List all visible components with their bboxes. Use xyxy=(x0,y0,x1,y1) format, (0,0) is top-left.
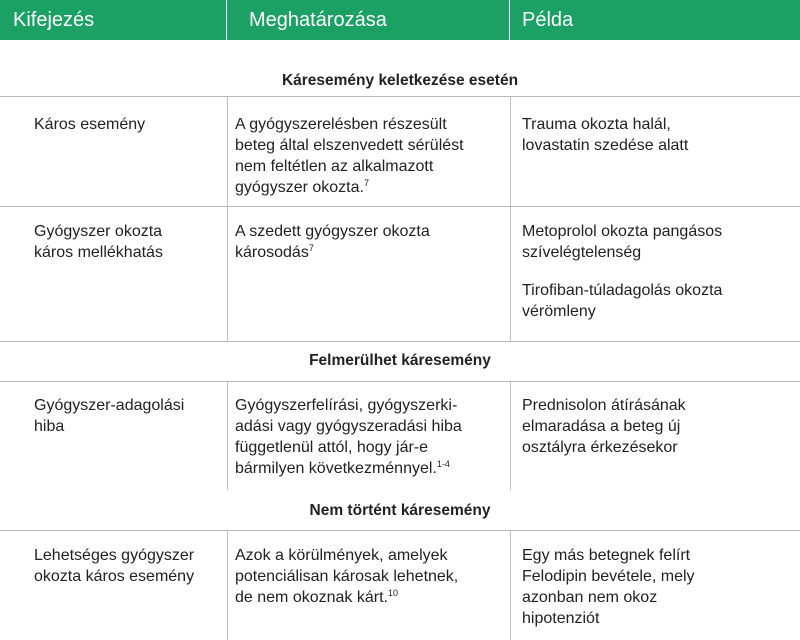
example-cell: Prednisolon átírásának elmaradása a beteg új osztályra érkezésekor xyxy=(522,397,686,456)
header-example: Példa xyxy=(522,9,574,31)
definition-cell: Azok a körülmények, amelyek potenciálisan károsak lehetnek, de nem okoznak kárt.$^{10}$ xyxy=(235,547,459,606)
column-divider xyxy=(510,97,511,206)
reference-mark: 1-4 xyxy=(436,459,450,469)
header-definition: Meghatározása xyxy=(227,0,510,40)
section-title: Káresemény keletkezése esetén xyxy=(281,72,519,89)
column-divider xyxy=(227,531,228,640)
table-header xyxy=(0,0,800,40)
definition-cell: Gyógyszerfelírási, gyógyszerki- adási vagy gyógyszeradási hiba függetlenül attól, hogy jár-e bármilyen következménnyel.$^{1-4}$ xyxy=(235,397,462,477)
term-cell: Lehetséges gyógyszer okozta káros esemény xyxy=(34,547,195,585)
column-divider xyxy=(227,97,228,206)
term-cell: Káros esemény xyxy=(34,116,146,133)
definition-cell: A gyógyszerelésben részesült beteg által elszenvedett sérülést nem feltétlen az alkalmazott gyógyszer okozta.$^7$ xyxy=(235,116,464,196)
reference-mark: 7 xyxy=(363,178,369,188)
section-title: Felmerülhet káresemény xyxy=(309,352,491,369)
column-divider xyxy=(510,382,511,490)
divider xyxy=(0,530,800,531)
column-divider xyxy=(510,531,511,640)
reference-mark: 10 xyxy=(387,588,398,598)
definition-cell: A szedett gyógyszer okozta károsodás$^7$ xyxy=(235,223,430,261)
term-cell: Gyógyszer-adagolási hiba xyxy=(34,397,185,435)
section-title: Nem történt káresemény xyxy=(309,502,491,519)
example-cell: Metoprolol okozta pangásos szívelégtelenség Tirofiban-túladagolás okozta vérömleny xyxy=(522,223,723,320)
column-divider xyxy=(510,207,511,341)
reference-mark: 7 xyxy=(308,243,314,253)
column-divider xyxy=(227,382,228,490)
example-cell: Trauma okozta halál, lovastatin szedése alatt xyxy=(522,116,689,154)
column-divider xyxy=(227,207,228,341)
example-cell: Egy más betegnek felírt Felodipin bevétele, mely azonban nem okoz hipotenziót xyxy=(522,547,695,627)
divider xyxy=(0,206,800,207)
divider xyxy=(0,96,800,97)
divider xyxy=(0,381,800,382)
header-term: Kifejezés xyxy=(0,0,227,40)
term-cell: Gyógyszer okozta káros mellékhatás xyxy=(34,223,163,261)
divider xyxy=(0,341,800,342)
